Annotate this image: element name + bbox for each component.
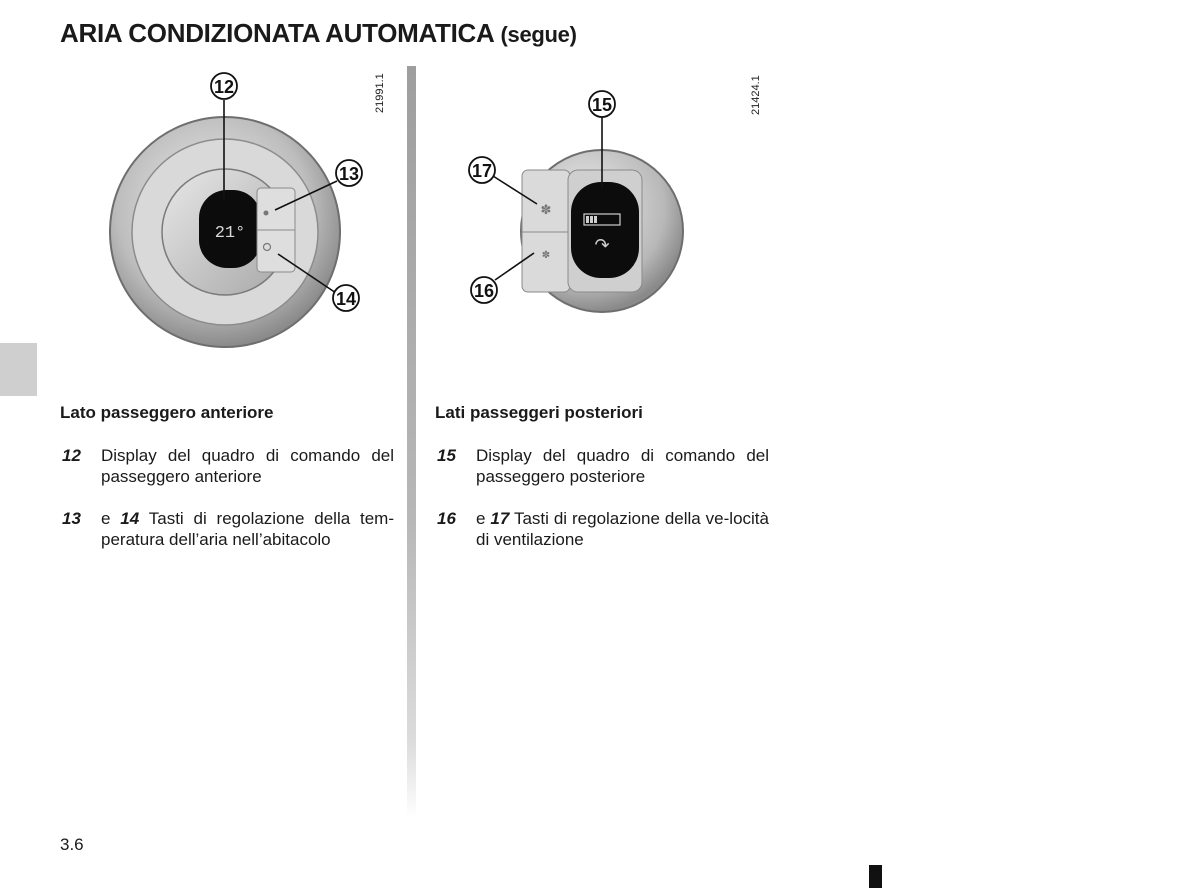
svg-text:12: 12 — [213, 77, 235, 97]
fan-speed-up-icon: ✽ — [540, 202, 552, 217]
callout-13 — [336, 160, 362, 186]
column-divider — [407, 66, 416, 818]
front-passenger-control-figure — [100, 60, 400, 360]
item-conjunction: e — [476, 509, 486, 528]
rear-display — [571, 182, 639, 278]
rear-item-15 — [437, 445, 769, 489]
callout-12 — [211, 73, 237, 99]
callout-14 — [333, 285, 359, 311]
svg-text:13: 13 — [338, 164, 360, 184]
item-text-block — [101, 508, 394, 550]
item-number-secondary: 14 — [120, 509, 140, 528]
figure-code-left: 21991.1 — [374, 73, 386, 113]
air-flow-icon: ↷ — [594, 235, 610, 255]
svg-text:17: 17 — [471, 161, 493, 181]
page-corner-marker — [869, 865, 882, 888]
page-title-main: ARIA CONDIZIONATA AUTOMATICA — [60, 18, 494, 48]
page-title — [60, 18, 577, 49]
svg-text:16: 16 — [473, 281, 495, 301]
front-passenger-heading: Lato passeggero anteriore — [60, 403, 274, 422]
item-number: 16 — [437, 509, 456, 528]
callout-16 — [471, 277, 497, 303]
item-text: Display del quadro di comando del passeggero posteriore — [476, 446, 769, 486]
item-text: Tasti di regolazione della ve-locità di ventilazione — [476, 509, 769, 549]
figure-code-right: 21424.1 — [750, 75, 762, 115]
rear-passengers-heading: Lati passeggeri posteriori — [435, 403, 643, 422]
rear-passenger-control-figure — [460, 80, 700, 320]
front-item-13-14 — [62, 508, 394, 552]
rear-item-16-17 — [437, 508, 769, 552]
item-text: Display del quadro di comando del passeggero anteriore — [101, 446, 394, 486]
fan-speed-down-icon: ✽ — [541, 250, 551, 261]
item-number: 13 — [62, 509, 81, 528]
item-text: Tasti di regolazione della tem-peratura dell’aria nell’abitacolo — [101, 509, 394, 549]
callout-15 — [589, 91, 615, 117]
temperature-up-icon — [264, 211, 269, 216]
callout-17 — [469, 157, 495, 183]
item-number: 12 — [62, 446, 81, 465]
svg-text:15: 15 — [591, 95, 613, 115]
page-number: 3.6 — [60, 835, 84, 854]
item-text-block — [476, 508, 769, 550]
item-conjunction: e — [101, 509, 111, 528]
front-item-12 — [62, 445, 394, 489]
page-title-suffix: (segue) — [500, 22, 577, 47]
svg-text:14: 14 — [335, 289, 357, 309]
item-number-secondary: 17 — [490, 509, 510, 528]
front-display-value: 21° — [214, 224, 246, 243]
chapter-tab — [0, 343, 37, 396]
item-number: 15 — [437, 446, 456, 465]
